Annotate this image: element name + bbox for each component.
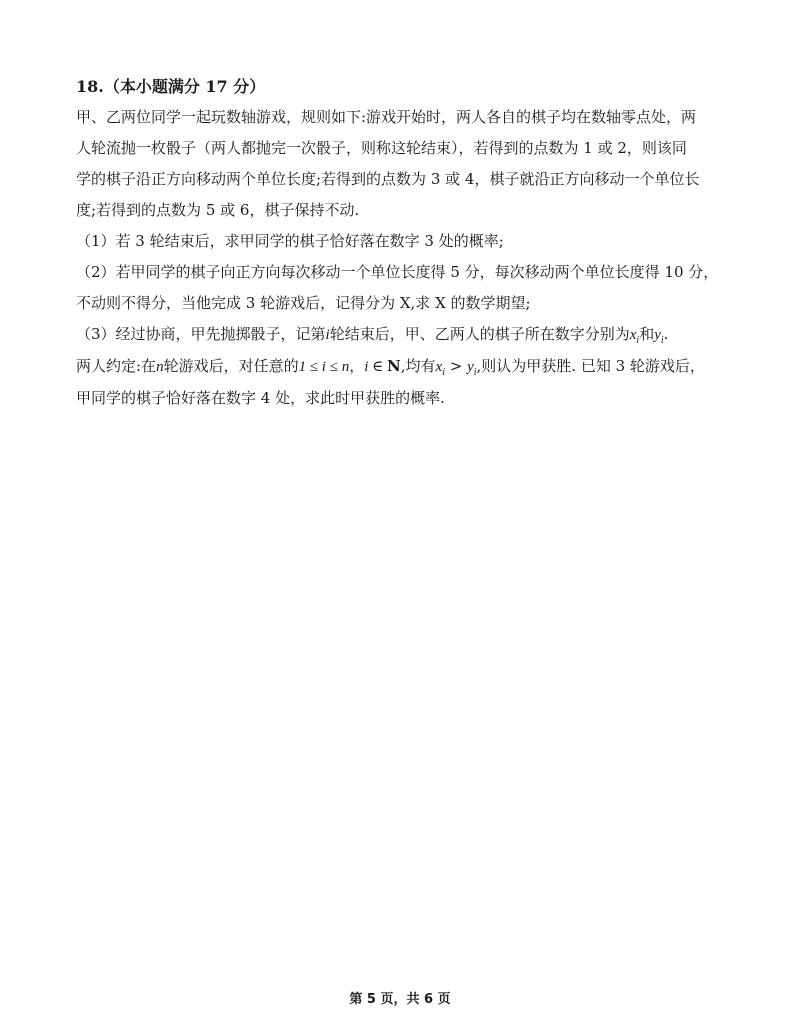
var-i: i xyxy=(325,327,330,343)
question-line-3: 学的棋子沿正方向移动两个单位长度;若得到的点数为 3 或 4，棋子就沿正方向移动一个单位长 xyxy=(76,170,700,188)
part-3-line-3: 甲同学的棋子恰好落在数字 4 处，求此时甲获胜的概率. xyxy=(76,389,445,407)
question-line-1: 甲、乙两位同学一起玩数轴游戏，规则如下:游戏开始时，两人各自的棋子均在数轴零点处，两 xyxy=(76,108,697,126)
part-1-line: （1）若 3 轮结束后，求甲同学的棋子恰好落在数字 3 处的概率; xyxy=(76,232,504,250)
question-line-4: 度;若得到的点数为 5 或 6，棋子保持不动. xyxy=(76,201,360,219)
natural-numbers-symbol: N xyxy=(387,357,401,375)
part-2-line-2: 不动则不得分，当他完成 3 轮游戏后，记得分为 X,求 X 的数学期望; xyxy=(76,294,531,312)
question-line-2: 人轮流抛一枚骰子（两人都抛完一次骰子，则称这轮结束），若得到的点数为 1 或 2，则该同 xyxy=(76,139,687,157)
question-18 xyxy=(76,72,736,414)
var-x: x xyxy=(629,327,637,343)
part-2-line-1: （2）若甲同学的棋子向正方向每次移动一个单位长度得 5 分，每次移动两个单位长度得 10 分， xyxy=(76,263,719,281)
var-y: y xyxy=(654,327,661,343)
var-n: n xyxy=(156,359,164,375)
inequality: 1 ≤ i ≤ n xyxy=(298,359,350,375)
part-3-line-1: （3）经过协商，甲先抛掷骰子，记第i轮结束后，甲、乙两人的棋子所在数字分别为$x_i$和$y_i$. xyxy=(76,325,669,346)
part-3-line-2: 两人约定:在n轮游戏后，对任意的1 ≤ i ≤ n，i ∈ N,均有$x_i > y_i$,则认为甲获胜. 已知 3 轮游戏后， xyxy=(76,357,705,378)
question-title: 18.（本小题满分 17 分） xyxy=(76,77,266,96)
page-footer: 第 5 页，共 6 页 xyxy=(349,992,451,1007)
